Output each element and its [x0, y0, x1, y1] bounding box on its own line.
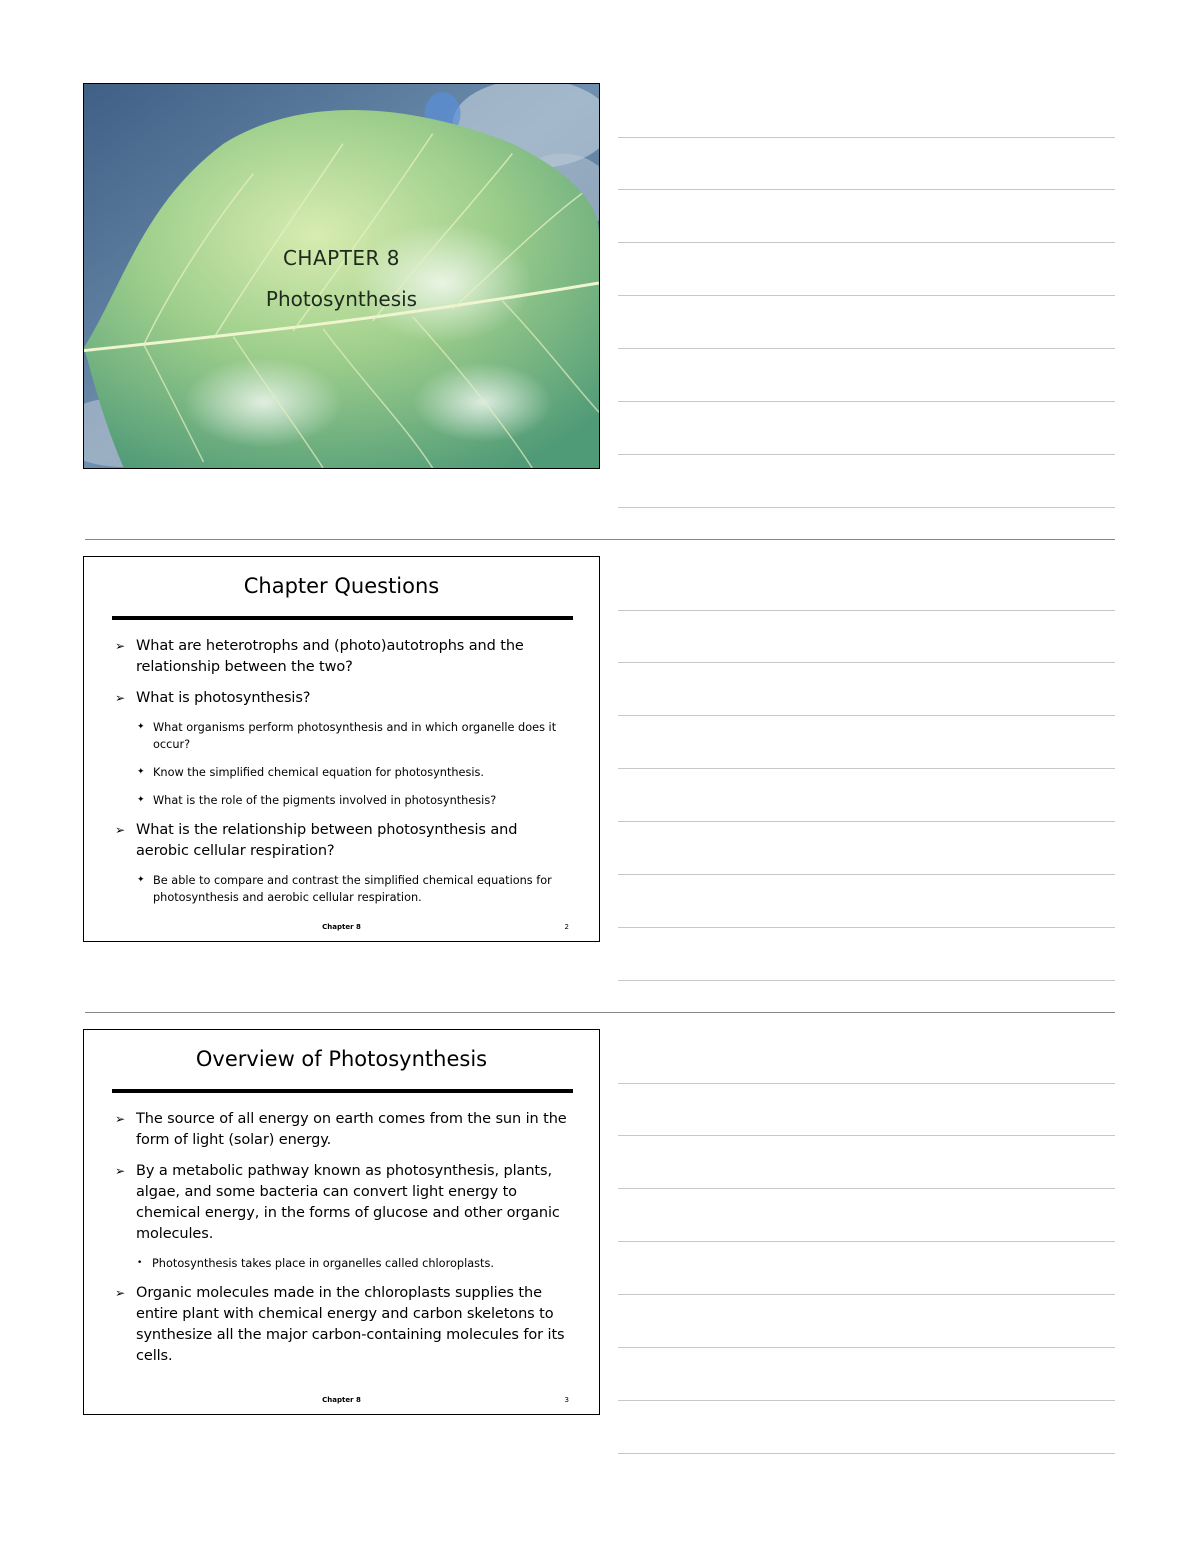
- list-item: [112, 764, 574, 781]
- slide-2-chapter-questions: [83, 556, 600, 942]
- star-bullet-icon: ✦: [137, 722, 145, 732]
- bullet-list: [112, 636, 574, 917]
- note-line: [618, 1188, 1115, 1189]
- star-bullet-icon: ✦: [137, 795, 145, 805]
- list-item: [112, 1283, 574, 1367]
- note-line: [618, 189, 1115, 190]
- note-line: [618, 137, 1115, 138]
- note-line: [618, 348, 1115, 349]
- slide-number: 3: [564, 1396, 569, 1404]
- note-line: [618, 1083, 1115, 1084]
- bullet-text: What is the relationship between photosynthesis and aerobic cellular respiration?: [136, 822, 518, 859]
- note-line: [618, 507, 1115, 508]
- note-line: [618, 980, 1115, 981]
- note-line: [618, 1135, 1115, 1136]
- note-line: [618, 1241, 1115, 1242]
- slide-number: 2: [564, 923, 569, 931]
- bullet-text: What organisms perform photosynthesis and in which organelle does it occur?: [153, 721, 557, 751]
- bullet-text: What is photosynthesis?: [136, 690, 311, 706]
- note-line: [618, 454, 1115, 455]
- list-item: [112, 636, 574, 678]
- list-item: [112, 688, 574, 709]
- bullet-text: What are heterotrophs and (photo)autotrophs and the relationship between the two?: [136, 638, 524, 675]
- cover-chapter-label: CHAPTER 8: [282, 246, 401, 270]
- bullet-text: By a metabolic pathway known as photosynthesis, plants, algae, and some bacteria can convert light energy to chemical energy, in the forms of glucose and other organic molecules.: [136, 1163, 560, 1242]
- note-line: [618, 1453, 1115, 1454]
- note-line: [618, 610, 1115, 611]
- note-line: [618, 768, 1115, 769]
- note-line: [618, 1294, 1115, 1295]
- arrow-bullet-icon: ➢: [115, 1112, 125, 1126]
- list-item: [112, 872, 574, 906]
- slide-title: Overview of Photosynthesis: [195, 1047, 488, 1071]
- note-line: [618, 1347, 1115, 1348]
- title-underline: [112, 616, 573, 620]
- arrow-bullet-icon: ➢: [115, 1286, 125, 1300]
- list-item: [112, 820, 574, 862]
- note-line: [618, 874, 1115, 875]
- bullet-text: Know the simplified chemical equation for photosynthesis.: [153, 766, 484, 779]
- leaf-sky-background-image: [84, 84, 599, 468]
- note-line: [618, 242, 1115, 243]
- note-line: [618, 662, 1115, 663]
- bullet-text: The source of all energy on earth comes from the sun in the form of light (solar) energy.: [136, 1111, 567, 1148]
- bullet-text: Be able to compare and contrast the simplified chemical equations for photosynthesis and aerobic cellular respiration.: [153, 874, 552, 904]
- note-line: [618, 821, 1115, 822]
- slide-1-cover: [83, 83, 600, 469]
- slide-footer: Chapter 8: [322, 923, 361, 931]
- note-line: [618, 927, 1115, 928]
- slide-footer: Chapter 8: [322, 1396, 361, 1404]
- note-line: [618, 715, 1115, 716]
- bullet-text: Organic molecules made in the chloroplasts supplies the entire plant with chemical energy and carbon skeletons to synthesize all the major carbon-containing molecules for its cells.: [136, 1285, 565, 1364]
- list-item: [112, 719, 574, 753]
- title-underline: [112, 1089, 573, 1093]
- section-divider: [85, 1012, 1115, 1013]
- list-item: [112, 1109, 574, 1151]
- cover-title: Photosynthesis: [265, 287, 418, 311]
- bullet-list: [112, 1109, 574, 1377]
- note-line: [618, 401, 1115, 402]
- section-divider: [85, 539, 1115, 540]
- list-item: [112, 792, 574, 809]
- bullet-text: What is the role of the pigments involved in photosynthesis?: [153, 794, 497, 807]
- arrow-bullet-icon: ➢: [115, 691, 125, 705]
- list-item: [112, 1161, 574, 1245]
- slide-title: Chapter Questions: [243, 574, 440, 598]
- note-line: [618, 295, 1115, 296]
- note-line: [618, 1400, 1115, 1401]
- arrow-bullet-icon: ➢: [115, 823, 125, 837]
- dot-bullet-icon: •: [137, 1258, 143, 1268]
- star-bullet-icon: ✦: [137, 875, 145, 885]
- slide-3-overview: [83, 1029, 600, 1415]
- arrow-bullet-icon: ➢: [115, 639, 125, 653]
- star-bullet-icon: ✦: [137, 767, 145, 777]
- list-item: [112, 1255, 574, 1272]
- bullet-text: Photosynthesis takes place in organelles called chloroplasts.: [152, 1257, 494, 1270]
- arrow-bullet-icon: ➢: [115, 1164, 125, 1178]
